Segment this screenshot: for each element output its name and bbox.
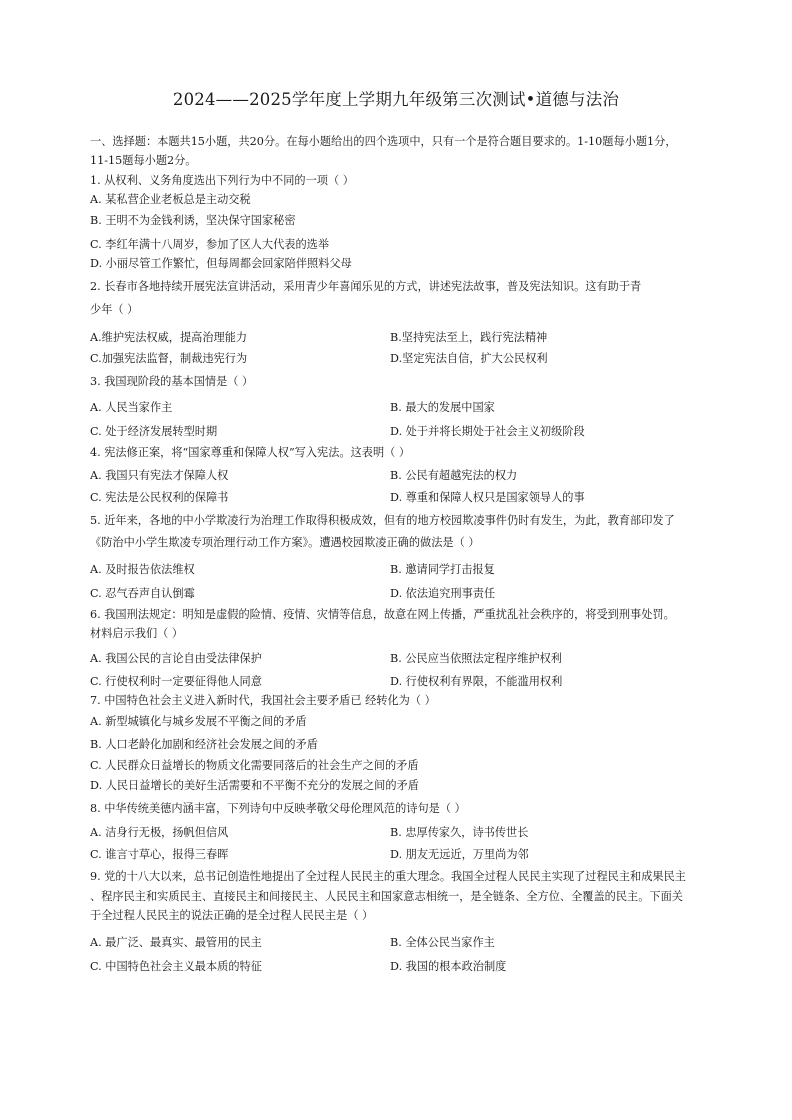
question-9-stem-line-3: 于全过程人民民主的说法正确的是全过程人民民主是（ ）	[90, 909, 374, 922]
question-2-stem-line-2: 少年（ ）	[90, 303, 139, 316]
question-9-option-c: C. 中国特色社会主义最本质的特征	[90, 960, 262, 973]
question-5-option-a: A. 及时报告依法维权	[90, 563, 195, 576]
section-instructions-line-1: 一、选择题：本题共15小题，共20分。在每小题给出的四个选项中，只有一个是符合题目要求的。1-10题每小题1分，	[90, 135, 677, 148]
question-9-option-a: A. 最广泛、最真实、最管用的民主	[90, 936, 262, 949]
question-6-stem-line-1: 6. 我国刑法规定：明知是虚假的险情、疫情、灾情等信息，故意在网上传播，严重扰乱社会秩序的，将受到刑事处罚。	[90, 608, 675, 621]
question-8-option-b: B. 忠厚传家久，诗书传世长	[390, 826, 529, 839]
question-9-option-b: B. 全体公民当家作主	[390, 936, 495, 949]
question-5-option-c: C. 忍气吞声自认倒霉	[90, 587, 195, 600]
question-8-option-c: C. 谁言寸草心，报得三春晖	[90, 848, 229, 861]
question-9-stem-line-1: 9. 党的十八大以来，总书记创造性地提出了全过程人民民主的重大理念。我国全过程人民民主实现了过程民主和成果民主	[90, 870, 686, 883]
question-7-option-b: B. 人口老龄化加剧和经济社会发展之间的矛盾	[90, 738, 318, 751]
question-4-option-b: B. 公民有超越宪法的权力	[390, 469, 518, 482]
question-4-option-d: D. 尊重和保障人权只是国家领导人的事	[390, 491, 585, 504]
question-2-stem-line-1: 2. 长春市各地持续开展宪法宣讲活动，采用青少年喜闻乐见的方式，讲述宪法故事，普及宪法知识。这有助于青	[90, 280, 642, 293]
question-5-option-d: D. 依法追究刑事责任	[390, 587, 496, 600]
question-4-option-c: C. 宪法是公民权利的保障书	[90, 491, 229, 504]
question-8-option-d: D. 朋友无远近，万里尚为邻	[390, 848, 529, 861]
question-1-stem: 1. 从权利、义务角度选出下列行为中不同的一项（ ）	[90, 174, 354, 187]
question-6-option-c: C. 行使权利时一定要征得他人同意	[90, 675, 262, 688]
question-2-option-b: B.坚持宪法至上，践行宪法精神	[390, 331, 548, 344]
question-7-option-c: C. 人民群众日益增长的物质文化需要同落后的社会生产之间的矛盾	[90, 759, 419, 772]
question-8-stem: 8. 中华传统美德内涵丰富，下列诗句中反映孝敬父母伦理风范的诗句是（ ）	[90, 802, 466, 815]
question-9-option-d: D. 我国的根本政治制度	[390, 960, 507, 973]
question-3-option-b: B. 最大的发展中国家	[390, 401, 495, 414]
question-6-option-a: A. 我国公民的言论自由受法律保护	[90, 652, 262, 665]
question-2-option-d: D.坚定宪法自信，扩大公民权利	[390, 352, 548, 365]
question-8-option-a: A. 洁身行无极，扬帆但信风	[90, 826, 229, 839]
question-5-option-b: B. 邀请同学打击报复	[390, 563, 495, 576]
question-6-stem-line-2: 材料启示我们（ ）	[90, 627, 184, 640]
question-3-option-a: A. 人民当家作主	[90, 401, 173, 414]
question-3-option-d: D. 处于并将长期处于社会主义初级阶段	[390, 425, 585, 438]
question-2-option-c: C.加强宪法监督，制裁违宪行为	[90, 352, 248, 365]
question-1-option-a: A. 某私营企业老板总是主动交税	[90, 193, 251, 206]
question-3-stem: 3. 我国现阶段的基本国情是（ ）	[90, 375, 254, 388]
question-3-option-c: C. 处于经济发展转型时期	[90, 425, 218, 438]
question-4-stem: 4. 宪法修正案，将“国家尊重和保障人权”写入宪法。这表明（ ）	[90, 446, 411, 459]
question-1-option-d: D. 小丽尽管工作繁忙，但每周都会回家陪伴照料父母	[90, 257, 352, 270]
question-7-option-d: D. 人民日益增长的美好生活需要和不平衡不充分的发展之间的矛盾	[90, 779, 419, 792]
question-4-option-a: A. 我国只有宪法才保障人权	[90, 469, 229, 482]
question-7-option-a: A. 新型城镇化与城乡发展不平衡之间的矛盾	[90, 715, 307, 728]
page-title: 2024——2025学年度上学期九年级第三次测试•道德与法治	[172, 90, 620, 109]
question-7-stem: 7. 中国特色社会主义进入新时代，我国社会主要矛盾已 经转化为（ ）	[90, 694, 436, 707]
question-2-option-a: A.维护宪法权威，提高治理能力	[90, 331, 248, 344]
question-1-option-c: C. 李红年满十八周岁，参加了区人大代表的选举	[90, 238, 330, 251]
question-6-option-b: B. 公民应当依照法定程序维护权利	[390, 652, 562, 665]
section-instructions-line-2: 11-15题每小题2分。	[90, 154, 197, 167]
question-9-stem-line-2: 、程序民主和实质民主、直接民主和间接民主、人民民主和国家意志相统一，是全链条、全方位、全覆盖的民主。下面关	[90, 890, 683, 903]
question-6-option-d: D. 行使权利有界限，不能滥用权利	[390, 675, 563, 688]
question-1-option-b: B. 王明不为金钱利诱，坚决保守国家秘密	[90, 214, 296, 227]
question-5-stem-line-2: 《防治中小学生欺凌专项治理行动工作方案》。遭遇校园欺凌正确的做法是（ ）	[90, 536, 480, 549]
question-5-stem-line-1: 5. 近年来，各地的中小学欺凌行为治理工作取得积极成效，但有的地方校园欺凌事件仍时有发生，为此，教育部印发了	[90, 514, 675, 527]
